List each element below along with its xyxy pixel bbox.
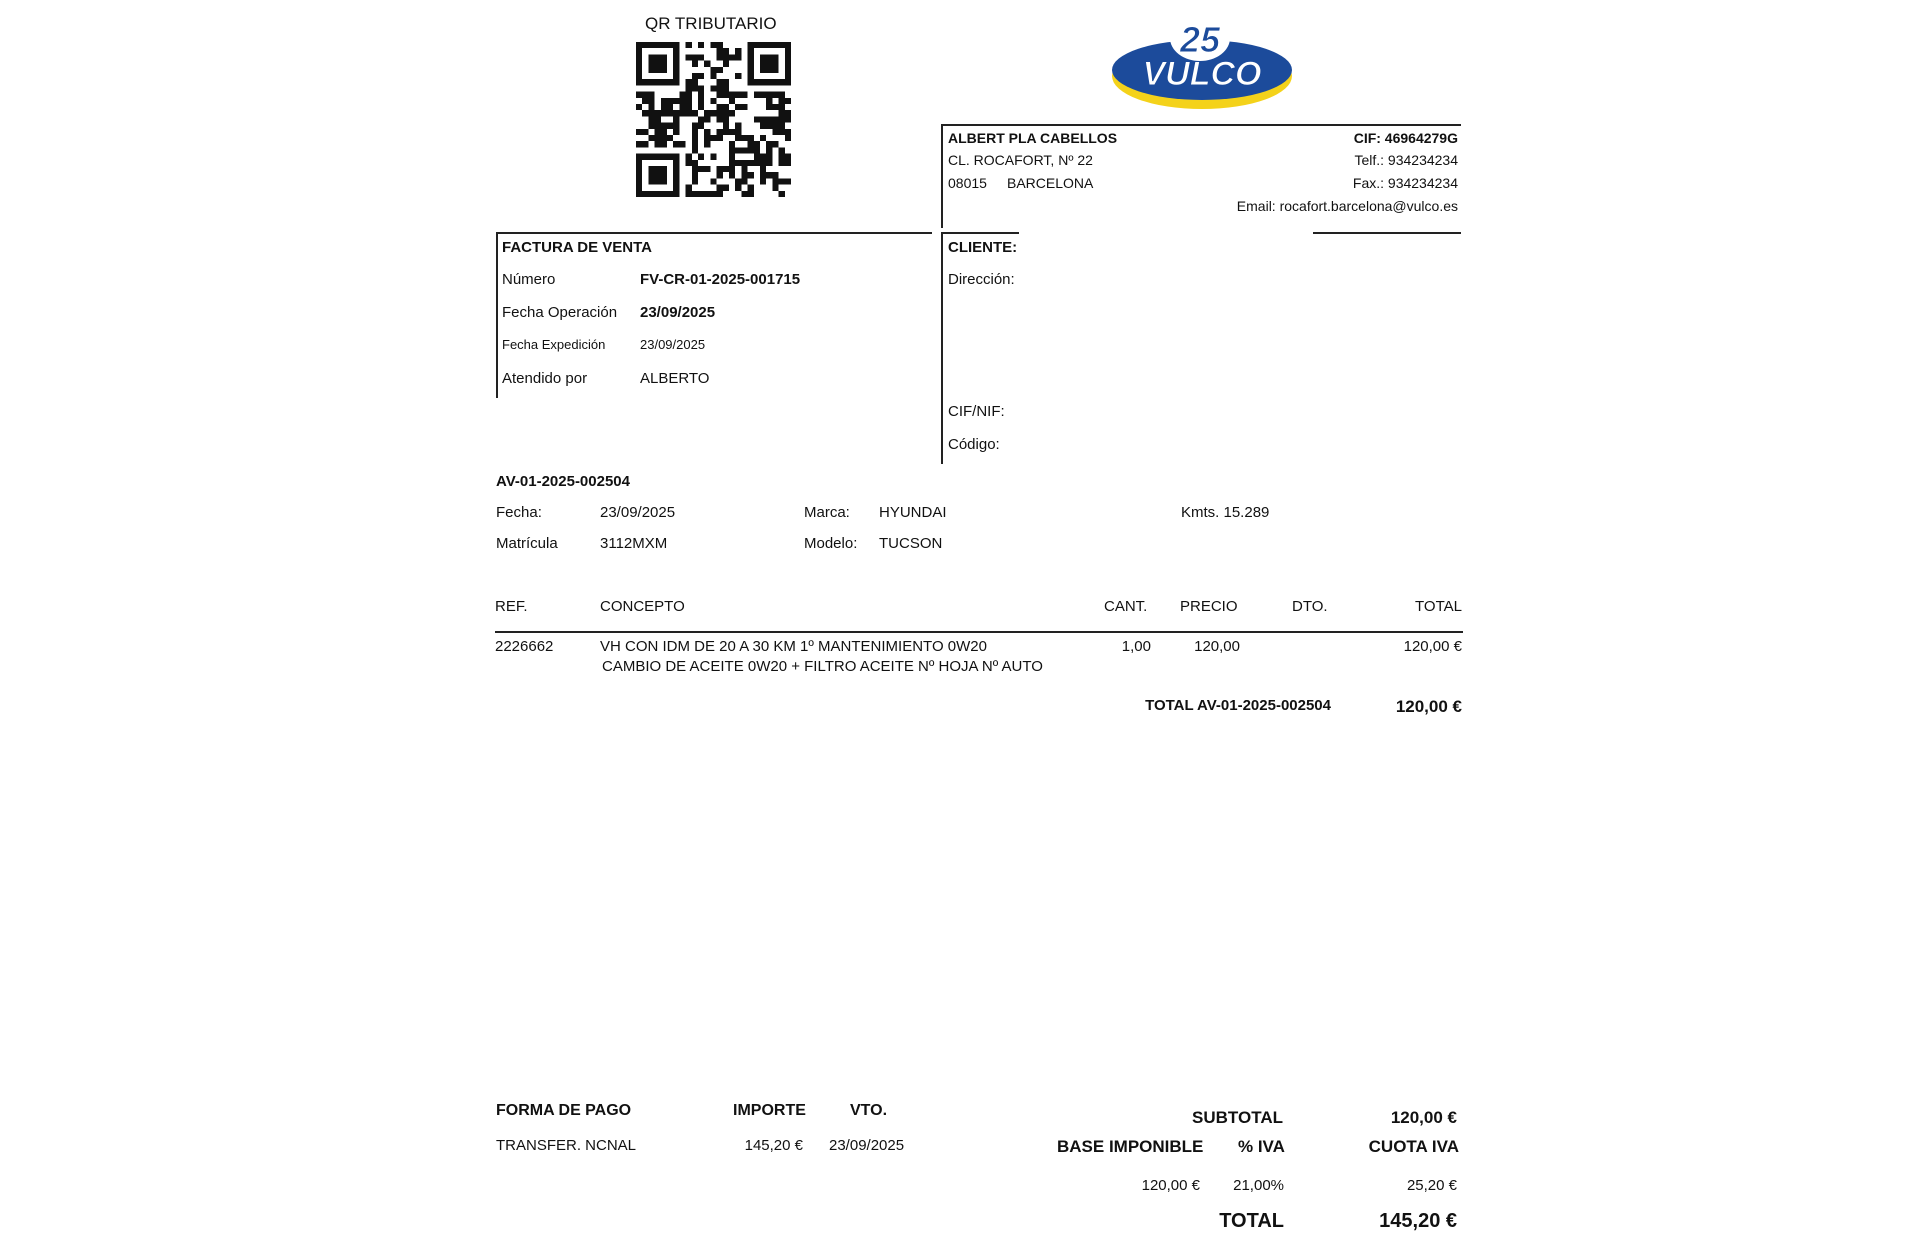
table-header-total: TOTAL bbox=[1415, 598, 1462, 615]
total-value: 145,20 € bbox=[1379, 1210, 1457, 1232]
total-label: TOTAL bbox=[1219, 1210, 1284, 1232]
company-cif: CIF: 46964279G bbox=[1353, 130, 1458, 146]
order-model-label: Modelo: bbox=[804, 535, 858, 552]
vat-pct-header: % IVA bbox=[1238, 1137, 1285, 1156]
order-date-label: Fecha: bbox=[496, 504, 542, 521]
qr-title: QR TRIBUTARIO bbox=[645, 14, 777, 33]
invoice-op-date-value: 23/09/2025 bbox=[640, 304, 716, 321]
order-plate-label: Matrícula bbox=[496, 535, 558, 552]
logo-number: 25 bbox=[1179, 19, 1221, 60]
payment-due-header: VTO. bbox=[850, 1102, 888, 1119]
row-concept-line2: CAMBIO DE ACEITE 0W20 + FILTRO ACEITE Nº HOJA Nº AUTO bbox=[602, 658, 1043, 675]
table-header-price: PRECIO bbox=[1180, 598, 1238, 615]
company-phone: Telf.: 934234234 bbox=[1354, 152, 1458, 168]
subtotal-label: SUBTOTAL bbox=[1192, 1108, 1283, 1127]
subtotal-value: 120,00 € bbox=[1390, 1108, 1457, 1127]
row-qty: 1,00 bbox=[1121, 638, 1151, 655]
table-header-ref: REF. bbox=[495, 598, 528, 615]
logo-brand: VULCO bbox=[1142, 55, 1262, 93]
table-header-concept: CONCEPTO bbox=[600, 598, 685, 615]
payment-due: 23/09/2025 bbox=[829, 1137, 905, 1154]
vat-pct-value: 21,00% bbox=[1233, 1177, 1284, 1194]
table-header-qty: CANT. bbox=[1104, 598, 1148, 615]
invoice-title: FACTURA DE VENTA bbox=[502, 239, 652, 256]
order-brand-value: HYUNDAI bbox=[879, 504, 947, 521]
invoice-number-label: Número bbox=[502, 271, 556, 288]
invoice-issue-date-value: 23/09/2025 bbox=[640, 337, 706, 352]
vat-quota-header: CUOTA IVA bbox=[1368, 1137, 1459, 1156]
order-subtotal-value: 120,00 € bbox=[1395, 697, 1462, 716]
base-header: BASE IMPONIBLE bbox=[1057, 1137, 1204, 1156]
base-value: 120,00 € bbox=[1141, 1177, 1200, 1194]
invoice-number-value: FV-CR-01-2025-001715 bbox=[640, 271, 801, 288]
order-model-value: TUCSON bbox=[879, 535, 943, 552]
company-email: Email: rocafort.barcelona@vulco.es bbox=[1236, 198, 1458, 214]
row-concept-line1: VH CON IDM DE 20 A 30 KM 1º MANTENIMIENTO 0W20 bbox=[600, 638, 987, 655]
order-subtotal-label: TOTAL AV-01-2025-002504 bbox=[1145, 697, 1331, 714]
client-code-label: Código: bbox=[948, 436, 1000, 453]
company-name: ALBERT PLA CABELLOS bbox=[948, 130, 1118, 146]
row-ref: 2226662 bbox=[495, 638, 554, 655]
order-plate-value: 3112MXM bbox=[600, 535, 668, 552]
order-brand-label: Marca: bbox=[804, 504, 850, 521]
row-price: 120,00 bbox=[1194, 638, 1240, 655]
order-kms: Kmts. 15.289 bbox=[1181, 504, 1270, 521]
client-address-label: Dirección: bbox=[948, 271, 1015, 288]
payment-amount-header: IMPORTE bbox=[733, 1102, 806, 1119]
row-total: 120,00 € bbox=[1403, 638, 1462, 655]
order-date-value: 23/09/2025 bbox=[600, 504, 676, 521]
payment-method: TRANSFER. NCNAL bbox=[496, 1137, 637, 1154]
company-zip: 08015 bbox=[948, 175, 987, 191]
qr-code-icon bbox=[636, 42, 791, 197]
client-cif-label: CIF/NIF: bbox=[948, 403, 1005, 420]
payment-method-header: FORMA DE PAGO bbox=[496, 1102, 632, 1119]
invoice-op-date-label: Fecha Operación bbox=[502, 304, 618, 321]
invoice-attended-value: ALBERTO bbox=[640, 370, 710, 387]
table-header-disc: DTO. bbox=[1292, 598, 1328, 615]
company-street: CL. ROCAFORT, Nº 22 bbox=[948, 152, 1093, 168]
company-fax: Fax.: 934234234 bbox=[1352, 175, 1458, 191]
vat-quota-value: 25,20 € bbox=[1406, 1177, 1457, 1194]
invoice-issue-date-label: Fecha Expedición bbox=[502, 337, 606, 352]
vulco-logo bbox=[1108, 10, 1296, 110]
payment-amount: 145,20 € bbox=[744, 1137, 803, 1154]
company-city: BARCELONA bbox=[1007, 175, 1094, 191]
invoice-attended-label: Atendido por bbox=[502, 370, 588, 387]
client-title: CLIENTE: bbox=[948, 239, 1018, 256]
order-id: AV-01-2025-002504 bbox=[496, 473, 630, 490]
